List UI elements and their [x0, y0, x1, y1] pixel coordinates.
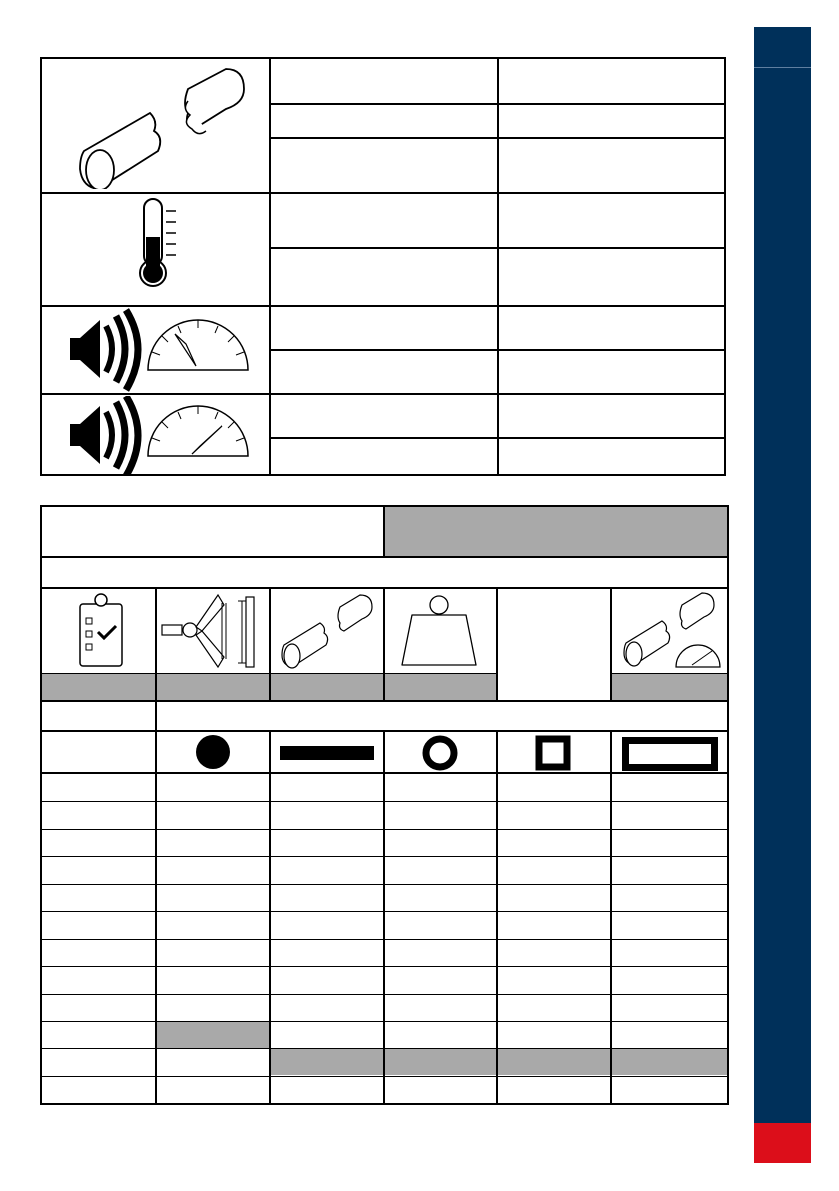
table-row	[42, 829, 727, 830]
feature-label-cell	[157, 674, 269, 700]
rectangular-tube-icon	[622, 737, 718, 771]
header-right-cell	[385, 507, 727, 556]
table-row	[42, 1076, 727, 1077]
table-row	[42, 994, 727, 995]
top-table	[40, 57, 726, 476]
table-divider	[42, 700, 727, 702]
broken-bar-icon	[78, 67, 248, 189]
table-row	[42, 856, 727, 857]
table-row	[42, 1021, 727, 1022]
table-divider	[383, 507, 385, 558]
shaded-cell	[612, 1049, 727, 1075]
table-divider	[269, 59, 271, 474]
table-divider	[269, 103, 724, 105]
table-row	[42, 1048, 727, 1049]
shaded-cell	[271, 1049, 383, 1075]
table-divider	[269, 349, 724, 351]
table-divider	[42, 393, 724, 395]
checklist-icon	[76, 592, 126, 670]
sound-gauge-low-icon	[66, 308, 256, 392]
sound-gauge-high-icon	[66, 396, 256, 476]
thermometer-icon	[134, 197, 184, 289]
feature-label-cell	[612, 674, 727, 700]
table-divider	[269, 437, 724, 439]
round-solid-icon	[195, 734, 231, 770]
bottom-table	[40, 505, 729, 1105]
table-divider	[269, 247, 724, 249]
feature-label-cell	[385, 674, 496, 700]
feature-label-cell	[42, 674, 155, 700]
table-divider	[42, 673, 498, 674]
table-divider	[42, 772, 727, 774]
shaded-cell	[157, 1022, 269, 1048]
table-row	[42, 939, 727, 940]
shaded-cell	[385, 1049, 496, 1075]
table-divider	[42, 305, 724, 307]
table-divider	[610, 673, 727, 674]
weight-icon	[400, 595, 478, 671]
feature-label-cell	[271, 674, 383, 700]
table-divider	[269, 137, 724, 139]
table-row	[42, 966, 727, 967]
saw-blade-gauge-icon	[160, 591, 266, 673]
table-divider	[497, 59, 499, 474]
side-band-marker	[754, 1123, 811, 1163]
table-divider	[496, 587, 498, 702]
shaded-cell	[498, 1049, 610, 1075]
table-divider	[42, 556, 727, 558]
broken-bar-gauge-icon	[620, 591, 724, 671]
table-row	[42, 884, 727, 885]
side-band-divider	[754, 67, 811, 68]
square-tube-icon	[535, 735, 571, 771]
side-band	[754, 27, 811, 1163]
table-row	[42, 801, 727, 802]
table-row	[42, 911, 727, 912]
broken-bar-icon	[280, 593, 374, 669]
table-divider	[42, 192, 724, 194]
flat-bar-icon	[280, 745, 374, 761]
round-tube-icon	[422, 735, 458, 771]
